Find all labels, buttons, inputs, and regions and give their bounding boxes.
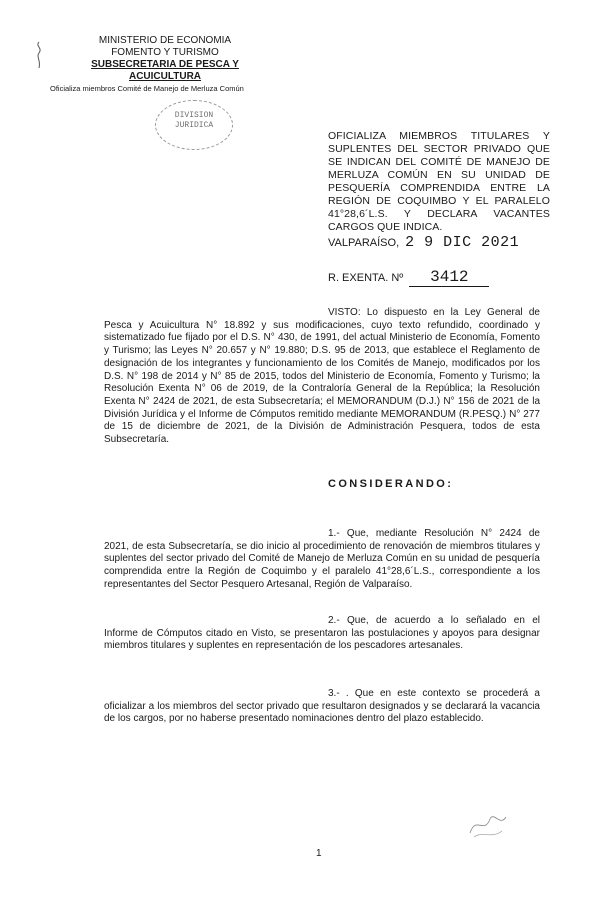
stamp-line-2: JURIDICA [174, 121, 214, 130]
pen-mark-icon [33, 40, 45, 70]
considerando-1: 1.- Que, mediante Resolución N° 2424 de 2021, de esta Subsecretaría, se dio inicio al procedimiento de renovación de miembros titulares y suplentes del sector privado del Comité de Manejo de Merluza Común en su unidad de pesquería comprendida entre la Región de Coquimbo y el paralelo 41°28,6´L.S., correspondiente a los representantes del Sector Pesquero Artesanal, Región de Valparaíso. [104, 528, 540, 590]
exenta-number: 3412 [409, 268, 489, 287]
considerando-heading: CONSIDERANDO: [328, 478, 454, 490]
date-line [328, 234, 528, 251]
signature-initials [462, 805, 512, 845]
date-label: VALPARAÍSO, [328, 237, 400, 249]
letterhead [50, 35, 270, 95]
stamp-line-1: DIVISION [174, 111, 214, 120]
considerando-2: 2.- Que, de acuerdo a lo señalado en el Informe de Cómputos citado en Visto, se presentaron las postulaciones y apoyos para designar miembros titulares y suplentes en representación de los pescadores artesanales. [104, 615, 540, 652]
document-subtitle: Oficializa miembros Comité de Manejo de Merluza Común [50, 84, 244, 93]
subsecretaria-name-2: ACUICULTURA [128, 71, 202, 82]
resolution-title: OFICIALIZA MIEMBROS TITULARES Y SUPLENTES DEL SECTOR PRIVADO QUE SE INDICAN DEL COMITÉ DE MANEJO DE MERLUZA COMÚN EN SU UNIDAD DE PESQUERÍA COMPRENDIDA ENTRE LA REGIÓN DE COQUIMBO Y EL PARALELO 41°28,6´L.S. Y DECLARA VACANTES CARGOS QUE INDICA. [328, 130, 550, 233]
ministry-name: MINISTERIO DE ECONOMIA [98, 35, 232, 46]
considerando-3: 3.- . Que en este contexto se procederá a oficializar a los miembros del sector privado que resultaron designados y se declarará la vacancia de los cargos, por no haberse presentado nominaciones dentro del plazo establecido. [104, 688, 540, 725]
resolution-number-line [328, 268, 528, 287]
division-stamp [155, 100, 233, 150]
visto-paragraph: VISTO: Lo dispuesto en la Ley General de Pesca y Acuicultura N° 18.892 y sus modificaciones, cuyo texto refundido, coordinado y sistematizado fue fijado por el D.S. N° 430, de 1991, del actual Ministerio de Economía, Fomento y Turismo; las Leyes N° 20.657 y N° 19.880; D.S. 95 de 2013, que establece el Reglamento de designación de los integrantes y funcionamiento de los Comités de Manejo, modificados por los D.S. N° 198 de 2014 y N° 85 de 2015, todos del Ministerio de Economía, Fomento y Turismo; la Resolución Exenta N° 06 de 2019, de la Contraloría General de la República; la Resolución Exenta N° 2424 de 2021, de esta Subsecretaría; el MEMORANDUM (D.J.) N° 156 de 2021 de la División Jurídica y el Informe de Cómputos remitido mediante MEMORANDUM (R.PESQ.) N° 277 de 15 de diciembre de 2021, de la División de Administración Pesquera, todos de esta Subsecretaría. [104, 307, 540, 446]
date-stamp: 2 9 DIC 2021 [405, 234, 520, 251]
page-number: 1 [316, 848, 322, 859]
subsecretaria-name: SUBSECRETARIA DE PESCA Y [91, 59, 239, 70]
exenta-label: R. EXENTA. Nº [328, 272, 404, 284]
ministry-name-2: FOMENTO Y TURISMO [111, 47, 219, 58]
